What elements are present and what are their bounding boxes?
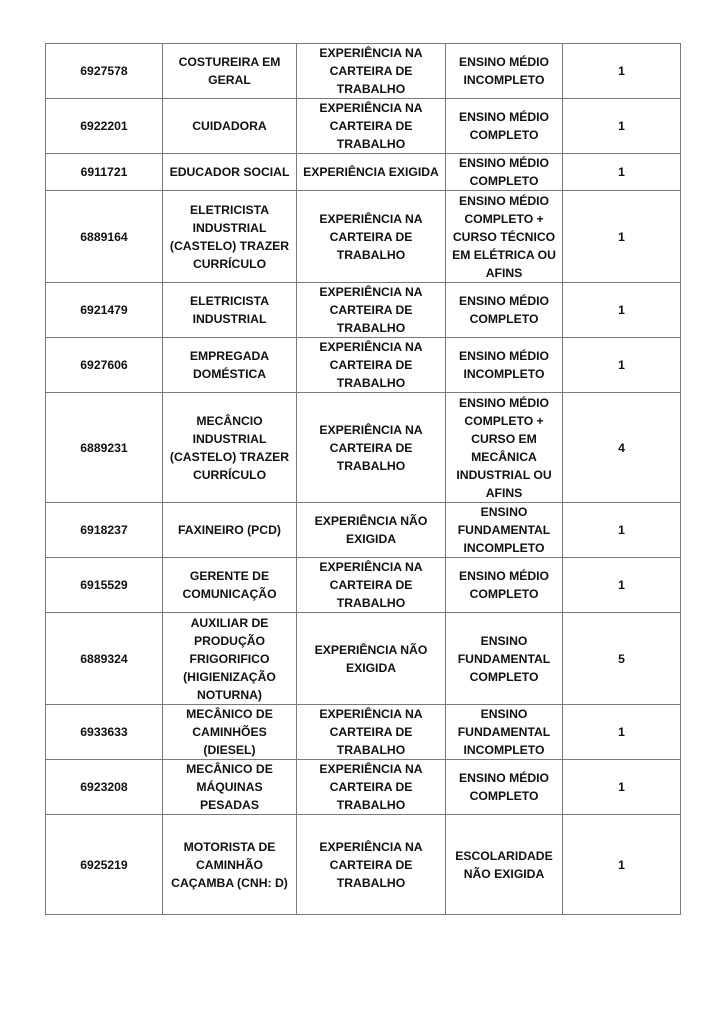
experience-requirement: EXPERIÊNCIA NÃO EXIGIDA [297,613,446,705]
table-row [46,338,681,393]
education-requirement: ENSINO MÉDIO COMPLETO [446,154,563,191]
vacancy-count: 1 [563,99,681,154]
table-row [46,99,681,154]
vacancy-count: 1 [563,503,681,558]
vacancy-count: 1 [563,154,681,191]
table-row [46,613,681,705]
vacancy-count: 1 [563,283,681,338]
table-row [46,815,681,915]
experience-requirement: EXPERIÊNCIA NA CARTEIRA DE TRABALHO [297,44,446,99]
job-code: 6889231 [46,393,163,503]
education-requirement: ENSINO FUNDAMENTAL INCOMPLETO [446,503,563,558]
experience-requirement: EXPERIÊNCIA NA CARTEIRA DE TRABALHO [297,191,446,283]
education-requirement: ENSINO MÉDIO COMPLETO [446,99,563,154]
experience-requirement: EXPERIÊNCIA NA CARTEIRA DE TRABALHO [297,283,446,338]
job-title: AUXILIAR DE PRODUÇÃO FRIGORIFICO (HIGIENIZAÇÃO NOTURNA) [163,613,297,705]
vacancy-count: 1 [563,705,681,760]
education-requirement: ENSINO MÉDIO COMPLETO + CURSO EM MECÂNICA INDUSTRIAL OU AFINS [446,393,563,503]
job-title: ELETRICISTA INDUSTRIAL (CASTELO) TRAZER CURRÍCULO [163,191,297,283]
job-title: FAXINEIRO (PCD) [163,503,297,558]
table-row [46,705,681,760]
experience-requirement: EXPERIÊNCIA NA CARTEIRA DE TRABALHO [297,338,446,393]
job-title: GERENTE DE COMUNICAÇÃO [163,558,297,613]
education-requirement: ENSINO FUNDAMENTAL COMPLETO [446,613,563,705]
job-code: 6921479 [46,283,163,338]
job-code: 6922201 [46,99,163,154]
vacancy-count: 5 [563,613,681,705]
job-title: ELETRICISTA INDUSTRIAL [163,283,297,338]
education-requirement: ENSINO MÉDIO INCOMPLETO [446,338,563,393]
job-title: EMPREGADA DOMÉSTICA [163,338,297,393]
job-openings-table [45,43,681,915]
education-requirement: ESCOLARIDADE NÃO EXIGIDA [446,815,563,915]
vacancy-count: 1 [563,44,681,99]
table-row [46,558,681,613]
experience-requirement: EXPERIÊNCIA NA CARTEIRA DE TRABALHO [297,99,446,154]
table-row [46,44,681,99]
experience-requirement: EXPERIÊNCIA NA CARTEIRA DE TRABALHO [297,815,446,915]
job-code: 6925219 [46,815,163,915]
job-title: COSTUREIRA EM GERAL [163,44,297,99]
job-code: 6915529 [46,558,163,613]
job-title: CUIDADORA [163,99,297,154]
vacancy-count: 1 [563,191,681,283]
experience-requirement: EXPERIÊNCIA NÃO EXIGIDA [297,503,446,558]
experience-requirement: EXPERIÊNCIA NA CARTEIRA DE TRABALHO [297,393,446,503]
job-code: 6918237 [46,503,163,558]
job-code: 6911721 [46,154,163,191]
table-row [46,191,681,283]
job-title: MECÂNICO DE CAMINHÕES (DIESEL) [163,705,297,760]
experience-requirement: EXPERIÊNCIA EXIGIDA [297,154,446,191]
job-code: 6933633 [46,705,163,760]
education-requirement: ENSINO MÉDIO COMPLETO [446,760,563,815]
education-requirement: ENSINO FUNDAMENTAL INCOMPLETO [446,705,563,760]
experience-requirement: EXPERIÊNCIA NA CARTEIRA DE TRABALHO [297,760,446,815]
table-row [46,154,681,191]
experience-requirement: EXPERIÊNCIA NA CARTEIRA DE TRABALHO [297,705,446,760]
vacancy-count: 1 [563,760,681,815]
vacancy-count: 1 [563,338,681,393]
table-row [46,393,681,503]
job-code: 6889164 [46,191,163,283]
table-row [46,760,681,815]
table-row [46,503,681,558]
job-code: 6927606 [46,338,163,393]
job-code: 6927578 [46,44,163,99]
vacancy-count: 1 [563,815,681,915]
education-requirement: ENSINO MÉDIO INCOMPLETO [446,44,563,99]
job-code: 6923208 [46,760,163,815]
job-title: MECÂNCIO INDUSTRIAL (CASTELO) TRAZER CURRÍCULO [163,393,297,503]
job-title: EDUCADOR SOCIAL [163,154,297,191]
education-requirement: ENSINO MÉDIO COMPLETO + CURSO TÉCNICO EM ELÉTRICA OU AFINS [446,191,563,283]
vacancy-count: 4 [563,393,681,503]
education-requirement: ENSINO MÉDIO COMPLETO [446,558,563,613]
job-title: MECÂNICO DE MÁQUINAS PESADAS [163,760,297,815]
table-row [46,283,681,338]
experience-requirement: EXPERIÊNCIA NA CARTEIRA DE TRABALHO [297,558,446,613]
education-requirement: ENSINO MÉDIO COMPLETO [446,283,563,338]
vacancy-count: 1 [563,558,681,613]
job-code: 6889324 [46,613,163,705]
job-title: MOTORISTA DE CAMINHÃO CAÇAMBA (CNH: D) [163,815,297,915]
